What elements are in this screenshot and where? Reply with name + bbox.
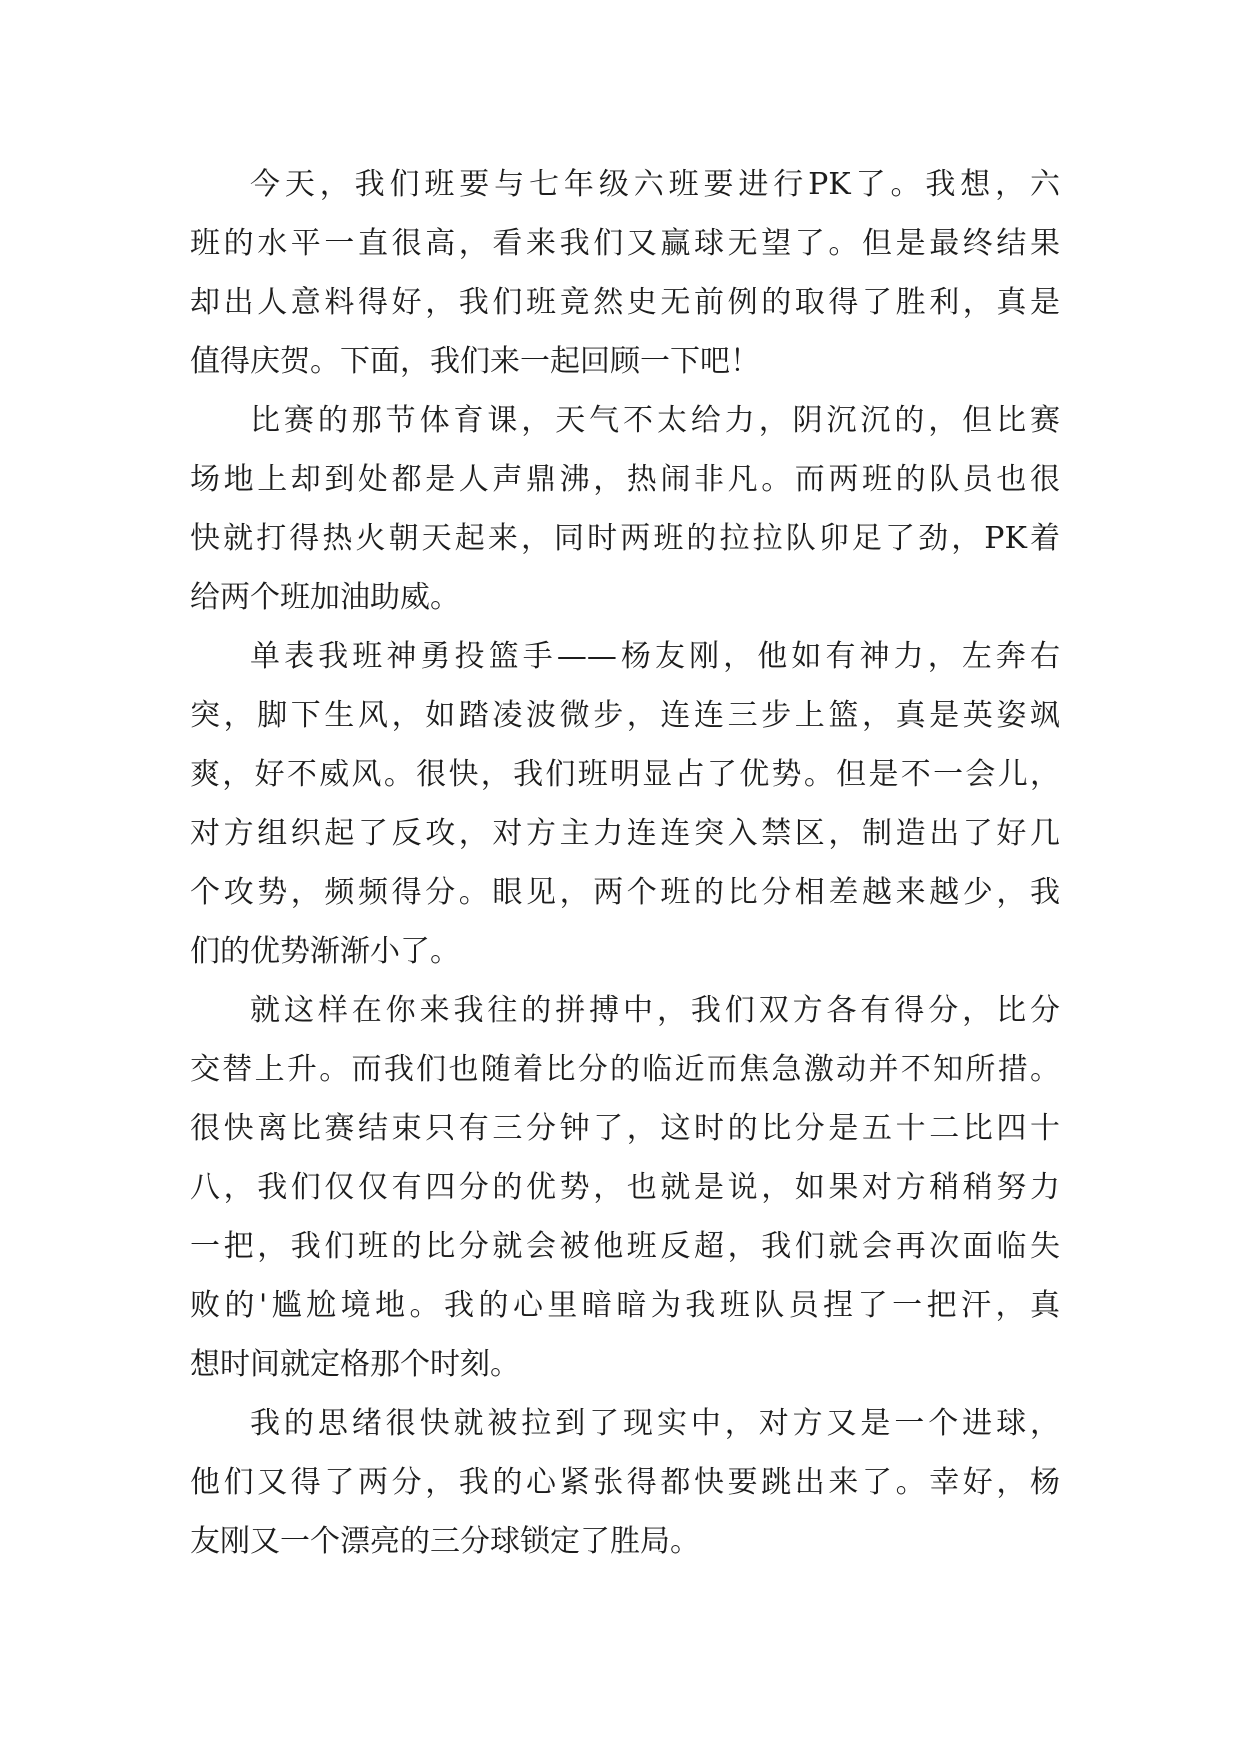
- text-line: 值得庆贺。下面，我们来一起回顾一下吧！: [190, 344, 760, 379]
- text-line: 个攻势，频频得分。眼见，两个班的比分相差越来越少，我: [190, 875, 1060, 910]
- text-line: 们的优势渐渐小了。: [190, 934, 460, 969]
- paragraph-4: [190, 981, 1060, 1394]
- paragraph-3: [190, 627, 1060, 981]
- text-line: 单表我班神勇投篮手——杨友刚，他如有神力，左奔右: [250, 639, 1060, 674]
- text-line: 一把，我们班的比分就会被他班反超，我们就会再次面临失: [190, 1229, 1060, 1264]
- text-line: 友刚又一个漂亮的三分球锁定了胜局。: [190, 1524, 700, 1559]
- paragraph-1: [190, 155, 1060, 391]
- text-line: 就这样在你来我往的拼搏中，我们双方各有得分，比分: [250, 993, 1060, 1028]
- text-line: 交替上升。而我们也随着比分的临近而焦急激动并不知所措。: [190, 1052, 1060, 1087]
- text-line: 想时间就定格那个时刻。: [190, 1347, 520, 1382]
- paragraph-5: [190, 1394, 1060, 1571]
- text-line: 却出人意料得好，我们班竟然史无前例的取得了胜利，真是: [190, 285, 1060, 320]
- text-line: 比赛的那节体育课，天气不太给力，阴沉沉的，但比赛: [250, 403, 1060, 438]
- text-line: 场地上却到处都是人声鼎沸，热闹非凡。而两班的队员也很: [190, 462, 1060, 497]
- text-line: 班的水平一直很高，看来我们又赢球无望了。但是最终结果: [190, 226, 1060, 261]
- text-line: 我的思绪很快就被拉到了现实中，对方又是一个进球，: [250, 1406, 1060, 1441]
- text-line: 他们又得了两分，我的心紧张得都快要跳出来了。幸好，杨: [190, 1465, 1060, 1500]
- paragraph-2: [190, 391, 1060, 627]
- text-line: 很快离比赛结束只有三分钟了，这时的比分是五十二比四十: [190, 1111, 1060, 1146]
- text-line: 突，脚下生风，如踏凌波微步，连连三步上篮，真是英姿飒: [190, 698, 1060, 733]
- essay-body: [190, 155, 1060, 1571]
- text-line: 给两个班加油助威。: [190, 580, 460, 615]
- text-line: 对方组织起了反攻，对方主力连连突入禁区，制造出了好几: [190, 816, 1060, 851]
- text-line: 快就打得热火朝天起来，同时两班的拉拉队卯足了劲，PK着: [190, 521, 1060, 556]
- text-line: 今天，我们班要与七年级六班要进行PK了。我想，六: [250, 167, 1060, 202]
- text-line: 八，我们仅仅有四分的优势，也就是说，如果对方稍稍努力: [190, 1170, 1060, 1205]
- text-line: 败的'尴尬境地。我的心里暗暗为我班队员捏了一把汗，真: [190, 1288, 1060, 1323]
- text-line: 爽，好不威风。很快，我们班明显占了优势。但是不一会儿，: [190, 757, 1060, 792]
